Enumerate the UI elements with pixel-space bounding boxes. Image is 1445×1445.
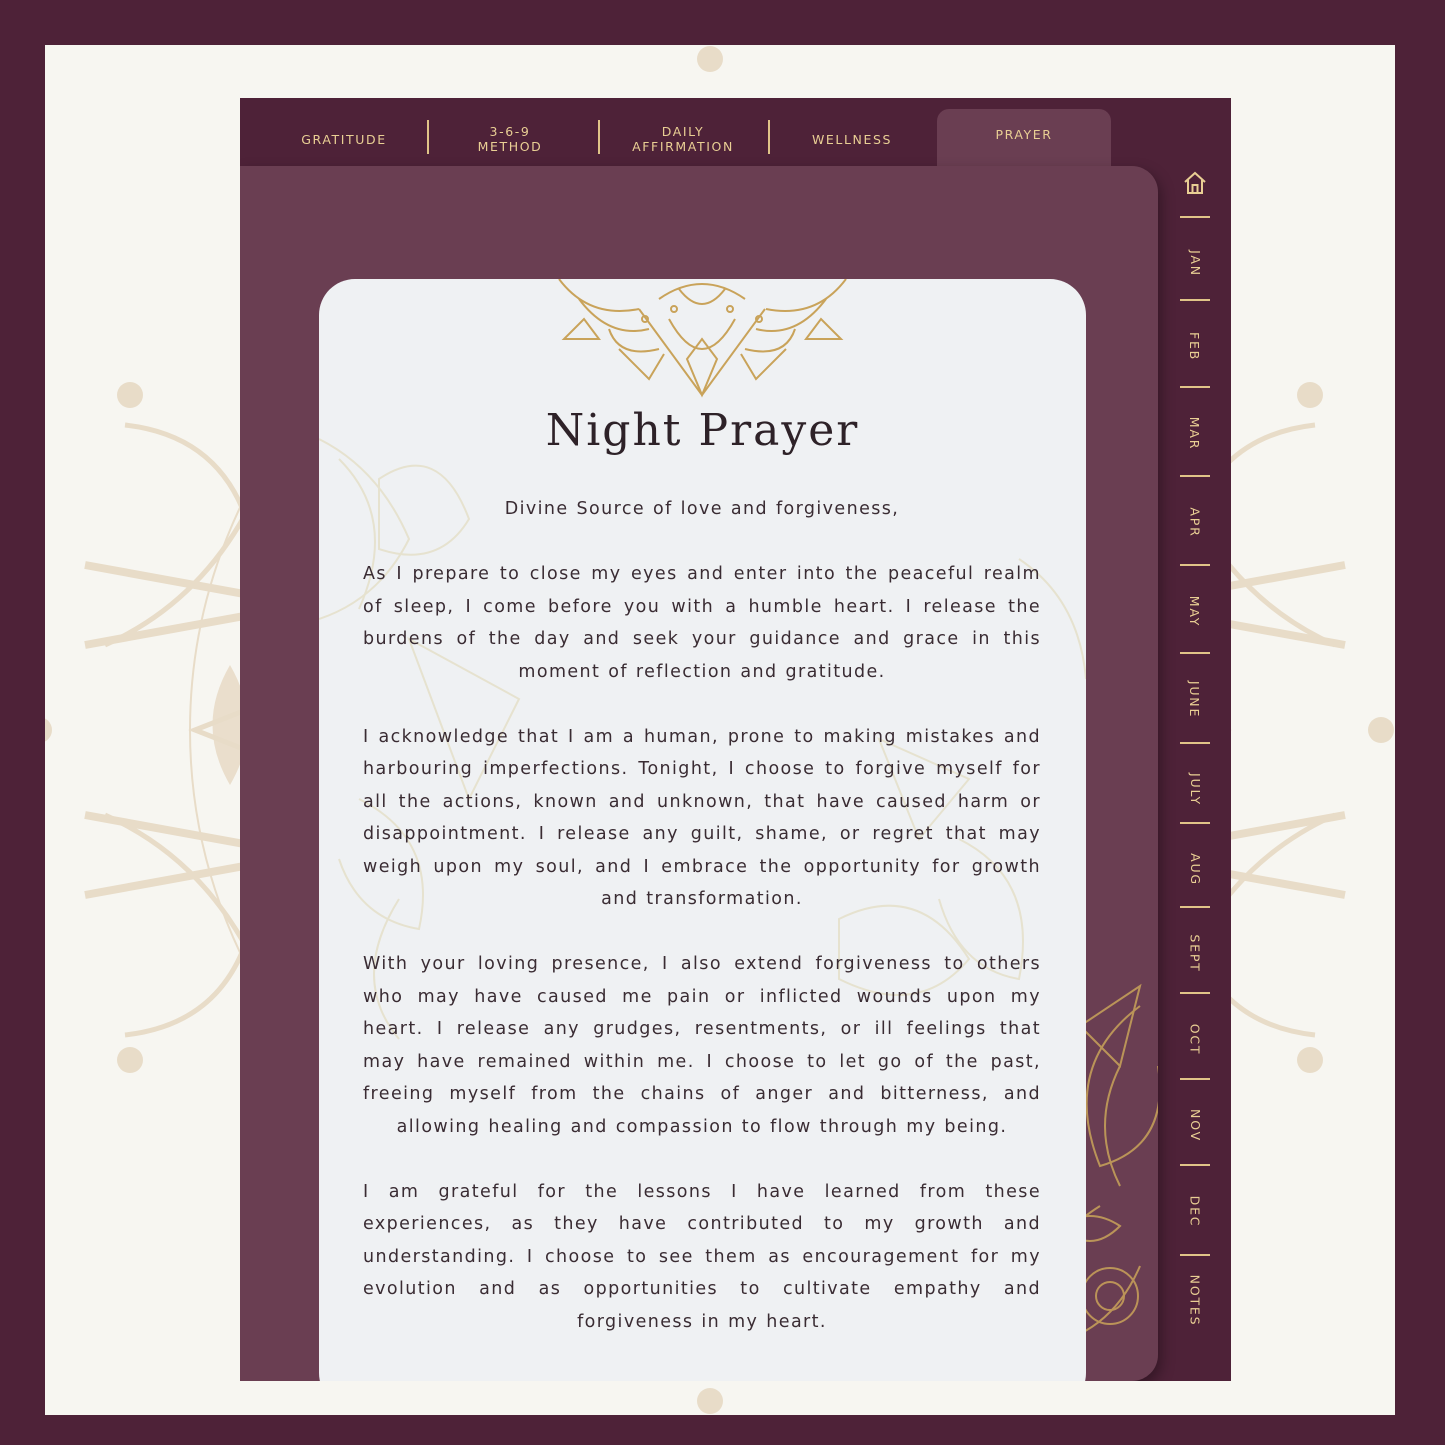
planner (240, 98, 1231, 1381)
tab-divider (427, 120, 429, 154)
home-button[interactable] (1180, 168, 1210, 198)
tab-prayer[interactable] (937, 109, 1111, 167)
sidebar-item-aug[interactable] (1172, 826, 1218, 912)
sidebar-item-june[interactable] (1172, 656, 1218, 742)
month-label: MAY (1187, 595, 1203, 627)
sidebar-item-sept[interactable] (1172, 910, 1218, 996)
sidebar-divider (1180, 906, 1210, 908)
sidebar-divider (1180, 992, 1210, 994)
sidebar-item-july[interactable] (1172, 746, 1218, 832)
tab-daily-affirmation[interactable] (620, 112, 746, 166)
tab-divider (598, 120, 600, 154)
month-sidebar (1172, 168, 1222, 1348)
sidebar-item-apr[interactable] (1172, 479, 1218, 565)
tab-wellness[interactable] (800, 112, 904, 166)
tab-369-method[interactable] (466, 112, 554, 166)
month-label: JAN (1187, 249, 1203, 277)
month-label: JUNE (1187, 680, 1203, 718)
month-label: NOV (1187, 1108, 1203, 1142)
sidebar-divider (1180, 216, 1210, 218)
tab-label: WELLNESS (811, 131, 893, 147)
tab-gratitude[interactable] (298, 112, 390, 166)
month-label: AUG (1187, 852, 1203, 886)
tab-label: GRATITUDE (301, 131, 387, 147)
sidebar-item-oct[interactable] (1172, 996, 1218, 1082)
prayer-paragraph: With your loving presence, I also extend forgiveness to others who may have caused me pain or inflicted wounds upon my heart. I release any grudges, resentments, or ill feelings that may have remained within me. I choose to let go of the past, freeing myself from the chains of anger and bitterness, and allowing healing and compassion to flow through my being. (363, 954, 1041, 1137)
sidebar-item-notes[interactable] (1172, 1258, 1218, 1342)
prayer-sheet (319, 279, 1086, 1381)
month-label: MAR (1187, 416, 1203, 450)
sidebar-divider (1180, 822, 1210, 824)
content-panel (240, 166, 1158, 1381)
prayer-paragraph: I acknowledge that I am a human, prone to making mistakes and harbouring imperfections. Tonight, I choose to forgive myself for all the actions, known and unknown, that have caused harm or disappointment. I release any guilt, shame, or regret that may weigh upon my soul, and I embrace the opportunity for growth and transformation. (363, 726, 1041, 909)
sidebar-divider (1180, 386, 1210, 388)
sidebar-divider (1180, 475, 1210, 477)
sidebar-item-dec[interactable] (1172, 1168, 1218, 1254)
month-label: FEB (1187, 331, 1203, 361)
tab-label: 3-6-9 METHOD (477, 124, 543, 154)
tab-label: PRAYER (995, 127, 1053, 142)
sidebar-item-jan[interactable] (1172, 220, 1218, 306)
sidebar-divider (1180, 1078, 1210, 1080)
month-label: OCT (1187, 1023, 1203, 1055)
home-icon (1180, 168, 1210, 198)
prayer-greeting: Divine Source of love and forgiveness, (504, 499, 900, 519)
page-title: Night Prayer (545, 405, 860, 456)
sidebar-divider (1180, 1254, 1210, 1256)
sidebar-divider (1180, 742, 1210, 744)
month-label: NOTES (1187, 1274, 1203, 1326)
sidebar-divider (1180, 299, 1210, 301)
month-label: SEPT (1187, 933, 1203, 973)
sidebar-item-may[interactable] (1172, 568, 1218, 654)
sidebar-divider (1180, 1164, 1210, 1166)
sidebar-item-nov[interactable] (1172, 1082, 1218, 1168)
month-label: JULY (1187, 772, 1203, 806)
tab-divider (768, 120, 770, 154)
sidebar-divider (1180, 564, 1210, 566)
prayer-paragraph: I am grateful for the lessons I have learned from these experiences, as they have contributed to my growth and understanding. I choose to see them as encouragement for my evolution and as opportunities to cultivate empathy and forgiveness in my heart. (363, 1181, 1041, 1332)
sidebar-item-feb[interactable] (1172, 303, 1218, 389)
sidebar-divider (1180, 652, 1210, 654)
month-label: APR (1187, 506, 1203, 538)
sidebar-item-mar[interactable] (1172, 390, 1218, 476)
month-label: DEC (1187, 1195, 1203, 1227)
tab-label: DAILY AFFIRMATION (632, 124, 734, 154)
prayer-paragraph: As I prepare to close my eyes and enter into the peaceful realm of sleep, I come before you with a humble heart. I release the burdens of the day and seek your guidance and grace in this moment of reflection and gratitude. (363, 564, 1041, 682)
prayer-text (363, 493, 1041, 1371)
